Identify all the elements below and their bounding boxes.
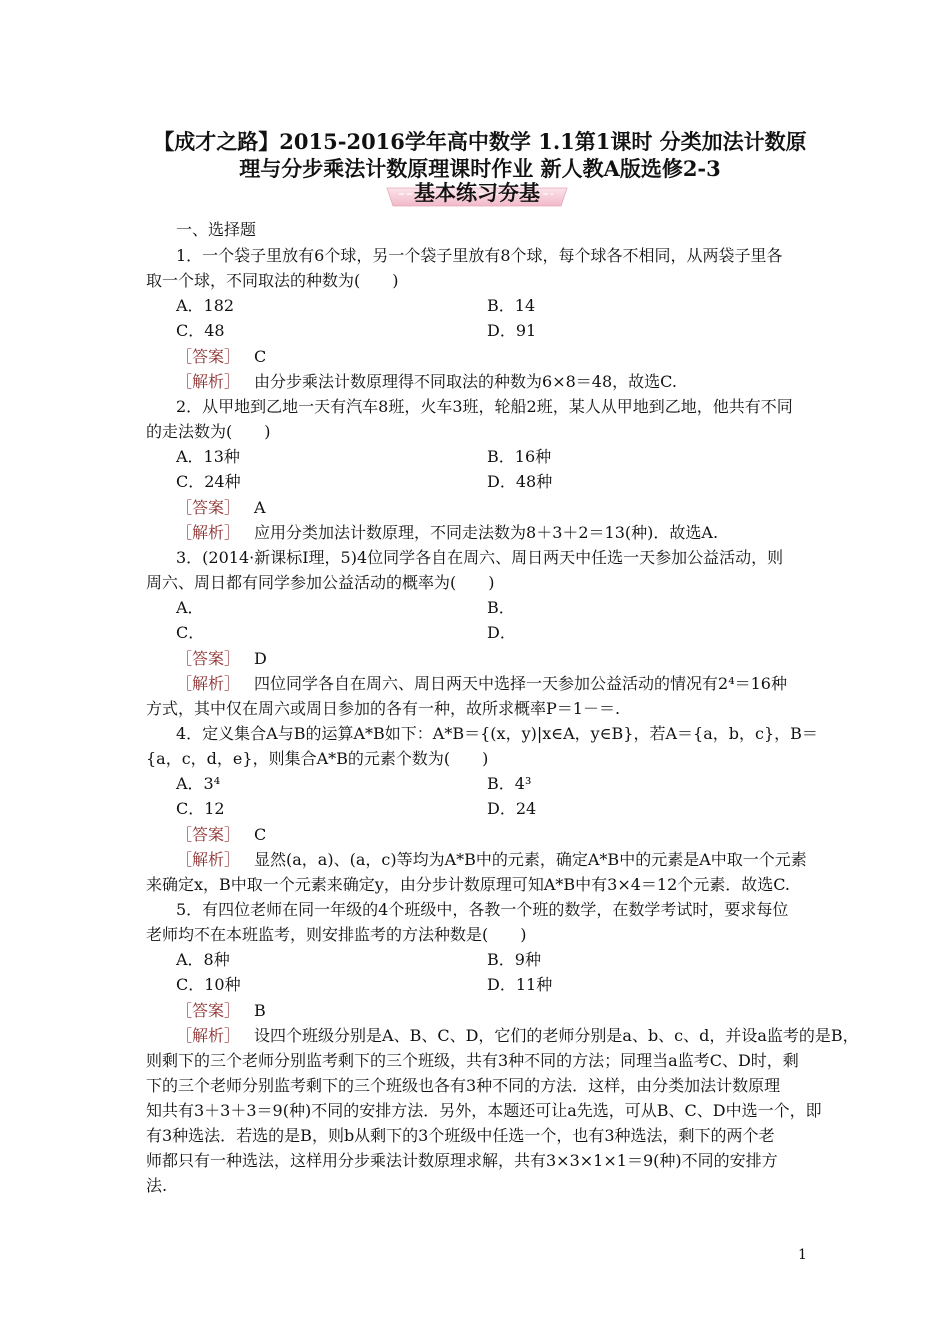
question-2-option-c: C．24种 xyxy=(176,472,241,491)
analysis-text: 显然(a，a)、(a，c)等均为A*B中的元素，确定A*B中的元素是A中取一个元素 xyxy=(254,850,807,869)
analysis-label: ［解析］ xyxy=(176,523,241,542)
question-3-option-a: A． xyxy=(176,598,204,617)
page-number: 1 xyxy=(798,1247,807,1263)
question-1-answer xyxy=(176,347,266,367)
subtitle-banner xyxy=(383,180,571,210)
question-2-answer xyxy=(176,498,266,518)
answer-label: ［答案］ xyxy=(176,1001,241,1020)
question-2-stem-line-1: 2．从甲地到乙地一天有汽车8班，火车3班，轮船2班，某人从甲地到乙地，他共有不同 xyxy=(176,397,793,416)
question-1-option-b: B．14 xyxy=(487,296,536,315)
question-5-analysis-line-5: 有3种选法．若选的是B，则b从剩下的3个班级中任选一个，也有3种选法，剩下的两个老 xyxy=(146,1126,775,1145)
question-1-option-d: D．91 xyxy=(487,321,537,340)
question-5-answer xyxy=(176,1001,266,1021)
question-4-option-d: D．24 xyxy=(487,799,537,818)
question-5-analysis-line-6: 师都只有一种选法，这样用分步乘法计数原理求解，共有3×3×1×1＝9(种)不同的安排方 xyxy=(146,1151,778,1170)
question-4-analysis-line-1 xyxy=(176,850,807,870)
question-3-stem-line-1: 3．(2014·新课标Ⅰ理，5)4位同学各自在周六、周日两天中任选一天参加公益活动，则 xyxy=(176,548,784,567)
analysis-text: 由分步乘法计数原理得不同取法的种数为6×8＝48，故选C. xyxy=(254,372,677,391)
question-3-analysis-line-2: 方式，其中仅在周六或周日参加的各有一种，故所求概率P＝1－＝. xyxy=(146,699,621,718)
answer-value: B xyxy=(254,1001,266,1020)
answer-label: ［答案］ xyxy=(176,498,241,517)
question-1-analysis xyxy=(176,372,677,392)
question-3-option-b: B． xyxy=(487,598,515,617)
question-1-stem-line-1: 1．一个袋子里放有6个球，另一个袋子里放有8个球，每个球各不相同，从两袋子里各 xyxy=(176,246,783,265)
subtitle-text: 基本练习夯基 xyxy=(414,180,540,205)
question-5-analysis-line-7: 法. xyxy=(146,1176,168,1195)
analysis-label: ［解析］ xyxy=(176,372,241,391)
question-4-stem-line-1: 4．定义集合A与B的运算A*B如下：A*B＝{(x，y)|x∈A，y∈B}，若A＝{a，b，c}，B＝ xyxy=(176,724,818,743)
question-2-stem-line-2: 的走法数为( ) xyxy=(146,422,271,441)
analysis-label: ［解析］ xyxy=(176,674,241,693)
question-4-answer xyxy=(176,825,266,845)
question-4-option-c: C．12 xyxy=(176,799,225,818)
answer-label: ［答案］ xyxy=(176,825,241,844)
question-2-option-b: B．16种 xyxy=(487,447,552,466)
answer-value: D xyxy=(254,649,267,668)
question-3-stem-line-2: 周六、周日都有同学参加公益活动的概率为( ) xyxy=(146,573,495,592)
analysis-label: ［解析］ xyxy=(176,1026,241,1045)
question-2-option-a: A．13种 xyxy=(176,447,240,466)
question-5-stem-line-1: 5．有四位老师在同一年级的4个班级中，各教一个班的数学，在数学考试时，要求每位 xyxy=(176,900,789,919)
question-1-option-c: C．48 xyxy=(176,321,225,340)
question-5-stem-line-2: 老师均不在本班监考，则安排监考的方法种数是( ) xyxy=(146,925,527,944)
analysis-text: 四位同学各自在周六、周日两天中选择一天参加公益活动的情况有2⁴＝16种 xyxy=(254,674,787,693)
question-3-analysis-line-1 xyxy=(176,674,787,694)
document-title-line-2: 理与分步乘法计数原理课时作业 新人教A版选修2-3 xyxy=(239,156,721,181)
answer-value: C xyxy=(254,825,267,844)
question-1-stem-line-2: 取一个球，不同取法的种数为( ) xyxy=(146,271,399,290)
question-1-option-a: A．182 xyxy=(176,296,235,315)
answer-label: ［答案］ xyxy=(176,347,241,366)
question-5-option-a: A．8种 xyxy=(176,950,230,969)
question-5-option-c: C．10种 xyxy=(176,975,241,994)
question-5-analysis-line-2: 则剩下的三个老师分别监考剩下的三个班级，共有3种不同的方法；同理当a监考C、D时，剩 xyxy=(146,1051,799,1070)
question-2-option-d: D．48种 xyxy=(487,472,553,491)
analysis-text: 应用分类加法计数原理，不同走法数为8＋3＋2＝13(种)．故选A. xyxy=(254,523,719,542)
question-5-analysis-line-1 xyxy=(176,1026,859,1046)
question-5-option-d: D．11种 xyxy=(487,975,553,994)
analysis-text: 设四个班级分别是A、B、C、D，它们的老师分别是a、b、c、d，并设a监考的是B， xyxy=(254,1026,859,1045)
section-heading: 一、选择题 xyxy=(176,220,257,239)
analysis-label: ［解析］ xyxy=(176,850,241,869)
question-4-option-b: B．4³ xyxy=(487,774,532,793)
answer-label: ［答案］ xyxy=(176,649,241,668)
question-4-analysis-line-2: 来确定x，B中取一个元素来确定y，由分步计数原理可知A*B中有3×4＝12个元素．故选C. xyxy=(146,875,791,894)
question-4-option-a: A．3⁴ xyxy=(176,774,221,793)
answer-value: A xyxy=(254,498,266,517)
question-5-option-b: B．9种 xyxy=(487,950,541,969)
question-5-analysis-line-3: 下的三个老师分别监考剩下的三个班级也各有3种不同的方法．这样，由分类加法计数原理 xyxy=(146,1076,781,1095)
question-2-analysis xyxy=(176,523,718,543)
question-3-option-d: D． xyxy=(487,623,516,642)
question-5-analysis-line-4: 知共有3＋3＋3＝9(种)不同的安排方法．另外，本题还可让a先选，可从B、C、D中选一个，即 xyxy=(146,1101,822,1120)
answer-value: C xyxy=(254,347,267,366)
document-title-line-1: 【成才之路】2015-2016学年高中数学 1.1第1课时 分类加法计数原 xyxy=(153,129,807,154)
question-4-stem-line-2: {a，c，d，e}，则集合A*B的元素个数为( ) xyxy=(146,749,489,768)
question-3-answer xyxy=(176,649,267,669)
question-3-option-c: C． xyxy=(176,623,205,642)
